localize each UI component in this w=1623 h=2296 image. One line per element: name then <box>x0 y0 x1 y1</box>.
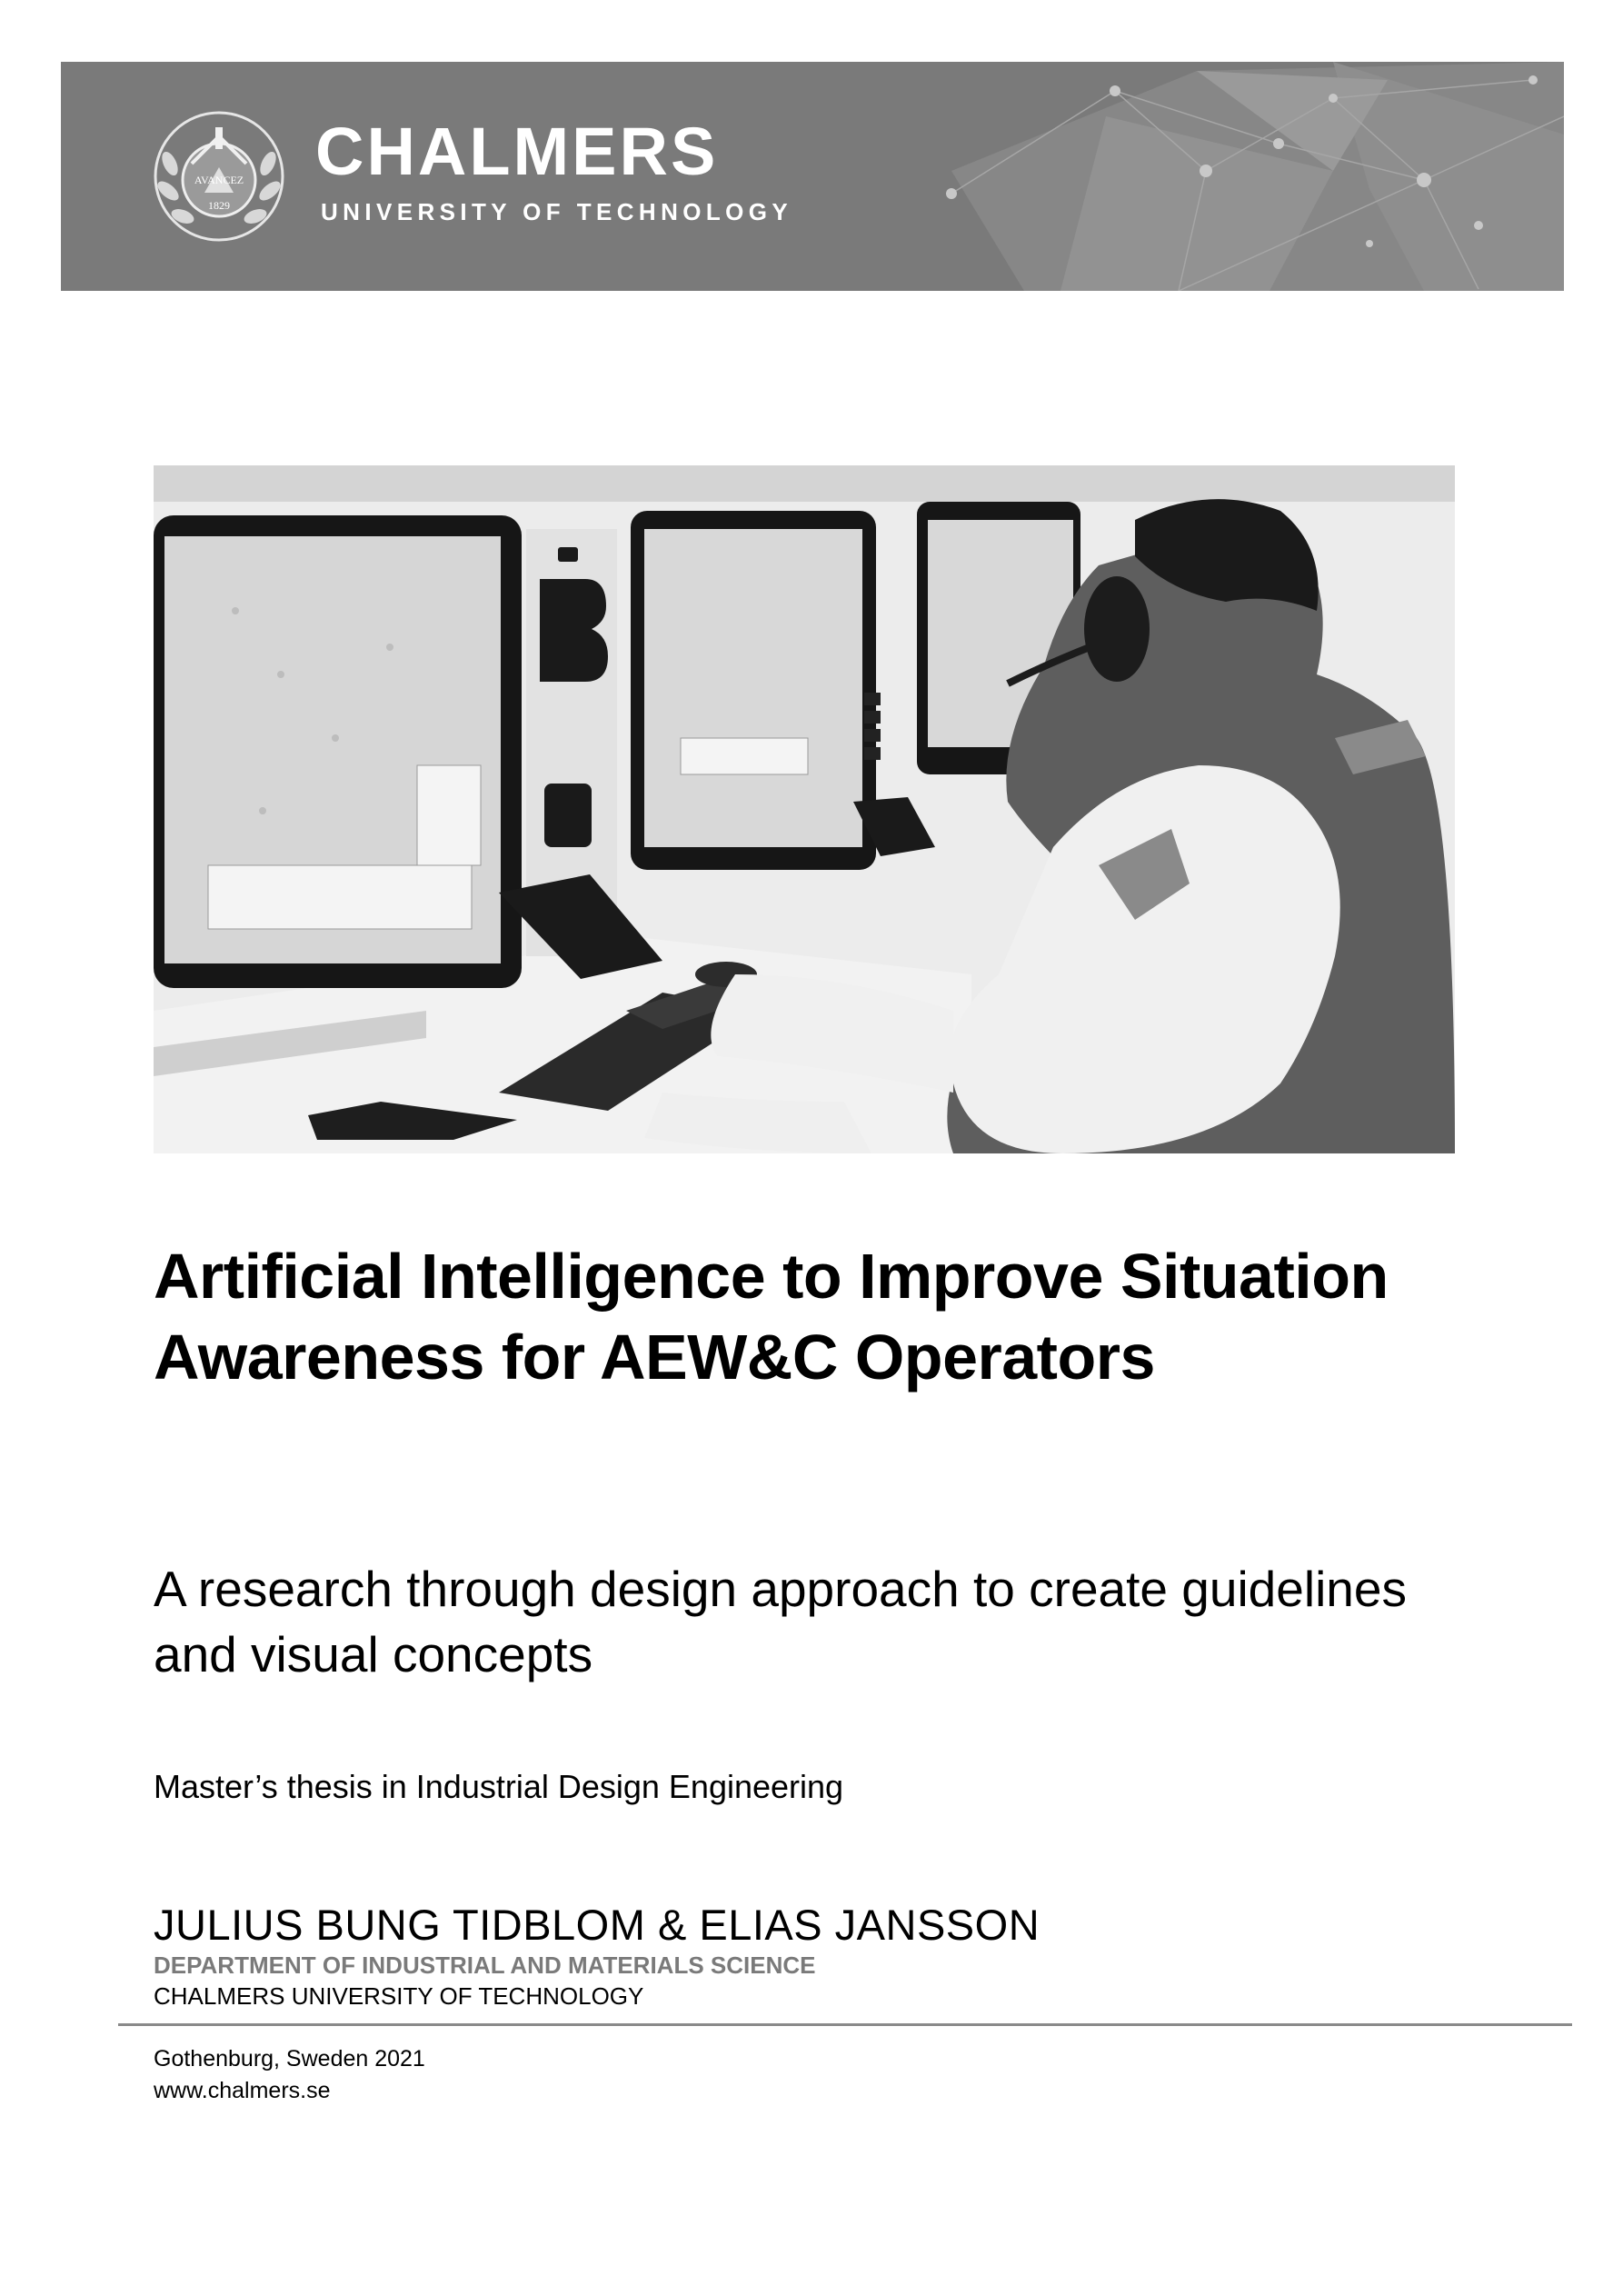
authors: JULIUS BUNG TIDBLOM & ELIAS JANSSON <box>154 1901 1041 1949</box>
network-graphic <box>61 62 1564 291</box>
operator-workstation-illustration <box>154 465 1455 1153</box>
brand-block <box>315 114 793 226</box>
divider <box>118 2023 1572 2026</box>
thesis-title: Artificial Intelligence to Improve Situation Awareness for AEW&C Operators <box>154 1241 1389 1393</box>
department: DEPARTMENT OF INDUSTRIAL AND MATERIALS SCIENCE <box>154 1952 816 1979</box>
svg-text:1829: 1829 <box>208 199 230 212</box>
thesis-type: Master’s thesis in Industrial Design Engineering <box>154 1768 844 1805</box>
brand-name: CHALMERS <box>315 114 719 189</box>
brand-subtitle: UNIVERSITY OF TECHNOLOGY <box>321 198 793 225</box>
place-year: Gothenburg, Sweden 2021 <box>154 2046 425 2071</box>
thesis-subtitle: A research through design approach to create guidelines and visual concepts <box>154 1561 1407 1682</box>
website-link[interactable]: www.chalmers.se <box>154 2078 331 2103</box>
chalmers-seal-logo <box>152 109 286 244</box>
svg-text:AVANCEZ: AVANCEZ <box>194 174 244 186</box>
header-banner <box>61 62 1564 291</box>
university: CHALMERS UNIVERSITY OF TECHNOLOGY <box>154 1982 644 2010</box>
cover-illustration <box>154 465 1455 1153</box>
